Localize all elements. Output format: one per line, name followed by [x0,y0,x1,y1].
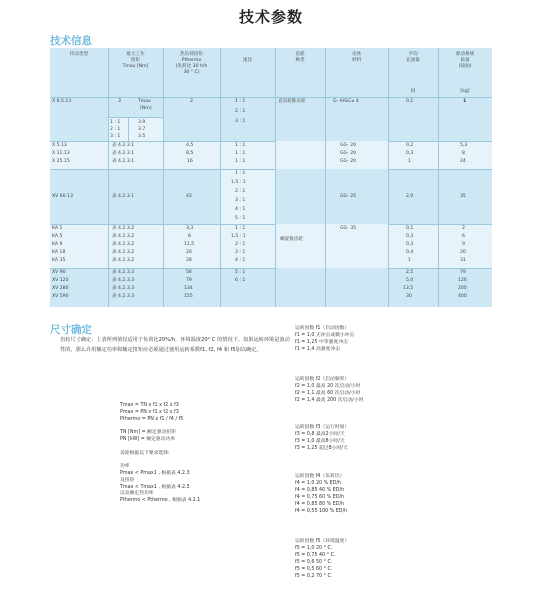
cell-torque: 表 4.2.3.2 [112,234,135,239]
header-oil-unit: [l] [410,89,416,94]
cell-ratio: 1 : 1 [235,99,246,104]
cell-model: XV 590 [52,294,69,299]
factor-row: f2 = 1,4 最高 200 次启动/小时 [295,398,364,403]
formula-line: PN [kW] = 额定驱动功率 [120,436,176,442]
factor-row: f4 = 0,85 80 % ED/h [295,502,345,507]
factor-title: 运转因数 f5（环境温度） [295,539,350,544]
factor-row: f4 = 0,55 100 % ED/h [295,509,348,514]
cell-mass: 200 [458,286,467,291]
cell-oil: 0,3 [406,151,414,156]
cell-ratio: 3 : 1 [235,119,246,124]
cell-housing: GG- 20 [340,143,357,148]
cell-gear: 螺旋锥齿轮 [280,237,303,242]
cell-oil: 0,3 [406,234,414,239]
cell-oil: 30 [406,294,412,299]
cell-torque: 2 : 1 [110,127,121,132]
header-oil: 平均 充油量 [406,52,420,63]
formula-line: 齿轮根据以下要求选择: [120,450,170,456]
cell-torque: 表 4.2.3.1 [112,143,135,148]
factor-block-f5 [295,538,455,580]
formula-line: Pmax < Pmax1 , 根据表 4.2.3 [120,470,190,476]
cell-torque: 表 4.2.3.2 [112,258,135,263]
cell-mass: 20 [460,250,466,255]
formula-line [120,444,290,451]
cell-oil: 0,1 [406,99,414,104]
cell-mass: 5,3 [460,143,468,148]
formula-line: Pthermo < Pthermo , 根据表 4.2.1 [120,498,201,504]
cell-oil: 13,5 [403,286,414,291]
cell-ratio: 2 : 1 [235,109,246,114]
cell-model: X 5.13 [52,143,67,148]
cell-ratio: 3 : 1 [235,198,246,203]
cell-housing: GG- 20 [340,159,357,164]
cell-ratio: 5 : 1 [235,216,246,221]
factor-title: 运转因数 f1（启动因数） [295,326,350,331]
cell-oil: 0,3 [406,242,414,247]
header-mass: 驱动系统 质量 (铸油) [455,52,475,69]
cell-model: X 25.15 [52,159,70,164]
cell-torque: 表 4.2.3.3 [112,294,135,299]
factor-title: 运转因数 f2（启动频率） [295,377,350,382]
cell-torque: 表 4.2.3.1 [112,151,135,156]
cell-torque: 1 : 1 [110,120,121,125]
cell-oil: 0,2 [406,143,414,148]
formula-line: Pmax = PN x f1 x f2 x f3 [120,409,179,415]
section-title-sizing: 尺寸确定 [50,324,92,336]
formula-line [120,457,290,464]
cell-thermo: 16 [187,159,193,164]
cell-torque: 3 : 1 [110,134,121,139]
factor-block-f4 [295,473,455,515]
formula-line: Pthermo = PN x f1 / f4 / f5 [120,416,184,422]
cell-oil: 1 [408,159,411,164]
factor-block-f1 [295,325,455,353]
cell-torque: 3 [118,99,121,104]
factor-row: f5 = 0,75 40 ° C. [295,553,336,558]
formula-line: Tmax < Tmax1 , 根据表 4.2.3 [120,484,190,490]
header-gear-type: 齿轮 种类 [295,52,305,63]
cell-model: KA 35 [52,258,66,263]
formula-line: 及扭矩 [120,477,135,483]
cell-model: KA 5 [52,234,63,239]
cell-thermo: 134 [184,286,193,291]
cell-thermo: 56 [186,270,192,275]
factor-row: f1 = 1,25 中等强度冲击 [295,340,348,345]
cell-thermo: 20 [186,250,192,255]
cell-thermo: 2 [190,99,193,104]
page-title: 技术参数 [238,8,303,26]
cell-torque: 表 4.2.3.3 [112,270,135,275]
factor-row: f5 = 1,0 20 ° C. [295,546,333,551]
cell-ratio: 4 : 1 [235,207,246,212]
cell-model: KA 9 [52,242,63,247]
section-title-tech-info: 技术信息 [50,35,92,47]
cell-mass: 35 [460,194,466,199]
cell-gear: 直齿轮锥齿轮 [278,99,306,104]
factor-row: f3 = 0,8 最高2小时/天 [295,432,345,437]
cell-mass: 8 [462,151,465,156]
cell-mass: 6 [462,234,465,239]
cell-ratio: 2 : 1 [235,242,246,247]
cell-model: KA 18 [52,250,66,255]
cell-housing: G- AlSiCu 4 [333,99,359,104]
cell-ratio: 1 : 1 [235,151,246,156]
cell-ratio: 1 : 1 [235,143,246,148]
cell-mass: 2 [462,226,465,231]
cell-torque: 3.5 [138,134,146,139]
cell-model: XV 60.13 [52,194,73,199]
cell-thermo: 3,3 [186,226,194,231]
cell-oil: 2,5 [406,270,414,275]
cell-thermo: 8,5 [186,151,194,156]
cell-mass: 24 [460,159,466,164]
cell-thermo: 4,5 [186,143,194,148]
cell-mass: 400 [458,294,467,299]
cell-mass: 1 [463,99,467,104]
cell-ratio: 4 : 1 [235,258,246,263]
factor-row: f4 = 1,0 20 % ED/h [295,481,342,486]
cell-torque: 表 4.2.3.2 [112,242,135,247]
cell-torque: Tmax [138,99,151,104]
factor-row: f3 = 1,0 最高8小时/天 [295,439,345,444]
header-max-torque: 最大工作 扭矩 Tmax [Nm] [122,52,149,69]
factor-row: f4 = 0,75 60 % ED/h [295,495,345,500]
cell-torque: 表 4.2.3.1 [112,159,135,164]
cell-thermo: 43 [186,194,192,199]
formula-block [120,403,290,505]
factor-row: f1 = 1,4 高强度冲击 [295,347,340,352]
cell-torque: 表 4.2.3.3 [112,286,135,291]
header-ratio: 速比 [242,58,253,63]
factor-row: f2 = 1,1 最高 60 次启动/小时 [295,391,361,396]
factor-row: f5 = 0,6 50 ° C. [295,560,333,565]
cell-torque: 表 4.2.3.3 [112,278,135,283]
cell-housing: GG- 25 [340,194,357,199]
factor-title: 运转因数 f3（运行时间） [295,425,350,430]
cell-torque: 表 4.2.3.1 [112,194,135,199]
cell-ratio: 1 : 1 [235,159,246,164]
cell-mass: 79 [460,270,466,275]
formula-line: 以及额定热功率 [120,491,154,497]
cell-oil: 1 [408,258,411,263]
cell-thermo: 79 [186,278,192,283]
cell-mass: 126 [458,278,467,283]
factor-row: f3 = 1,25 超过8小时/天 [295,446,348,451]
cell-housing: GG- 20 [340,151,357,156]
cell-oil: 0,1 [406,226,414,231]
cell-mass: 31 [460,258,466,263]
cell-torque: [Nm] [140,106,152,111]
cell-thermo: 28 [186,258,192,263]
header-housing: 壳体 材料 [351,52,362,63]
ratio-bg-xv60 [220,169,275,224]
factor-block-f3 [295,424,455,452]
cell-ratio: 3 : 1 [235,250,246,255]
factor-row: f5 = 0,2 70 ° C. [295,574,333,579]
factor-row: f4 = 0,85 40 % ED/h [295,488,345,493]
formula-line: Tmax = TN x f1 x f2 x f3 [120,403,179,408]
cell-torque: 表 4.2.3.2 [112,250,135,255]
cell-model: X 11.13 [52,151,70,156]
cell-ratio: 2 : 1 [235,189,246,194]
cell-model: XV 90 [52,270,66,275]
formula-line: TN [Nm] = 额定驱动扭矩 [120,430,176,436]
factor-row: f2 = 1,0 最高 20 次启动/小时 [295,384,361,389]
cell-torque: 3.7 [138,127,146,132]
cell-ratio: 1 : 1 [235,171,246,176]
intro-paragraph: 齿轮尺寸确定：上表所列值仅适用于负荷比20%/h，环境温度20° C 的情况下。如果运转环境是波动性的，那么许用额定功率和额定扭矩应必须通过使用运转系数f1, f2, f4 和 f5加以确定。 [60,337,290,353]
cell-thermo: 11,5 [184,242,195,247]
cell-torque: 表 4.2.3.2 [112,226,135,231]
cell-ratio: 1 : 1 [235,226,246,231]
factor-title: 运转因数 f4（负荷比） [295,474,345,479]
factor-row: f5 = 0,5 60 ° C. [295,567,333,572]
cell-housing: GG- 35 [340,226,357,231]
cell-model: X 6,5.13 [52,99,72,104]
cell-ratio: 1,5 : 1 [231,234,246,239]
header-thermo: 热负荷扭矩 Pthermo (负荷比 30 h/h 30 ° C) [175,52,208,75]
tech-data-table [50,48,492,307]
cell-ratio: 5 : 1 [235,270,246,275]
factor-row: f1 = 1,0 无冲击或微小冲击 [295,333,355,338]
cell-oil: 2,0 [406,194,414,199]
cell-oil: 5,0 [406,278,414,283]
header-mass-unit: [kg] [460,89,470,94]
cell-thermo: 155 [184,294,193,299]
cell-oil: 0,4 [406,250,414,255]
formula-line: 功率 [120,464,130,470]
header-model: 传动类型 [69,52,89,57]
cell-torque: 3.9 [138,120,146,125]
cell-ratio: 6 : 1 [235,278,246,283]
cell-model: XV 280 [52,286,69,291]
factor-block-f2 [295,376,455,404]
cell-mass: 9 [462,242,465,247]
cell-ratio: 1,5 : 1 [231,180,246,185]
cell-thermo: 8 [188,234,191,239]
cell-model: KA 1 [52,226,63,231]
cell-model: XV 120 [52,278,69,283]
